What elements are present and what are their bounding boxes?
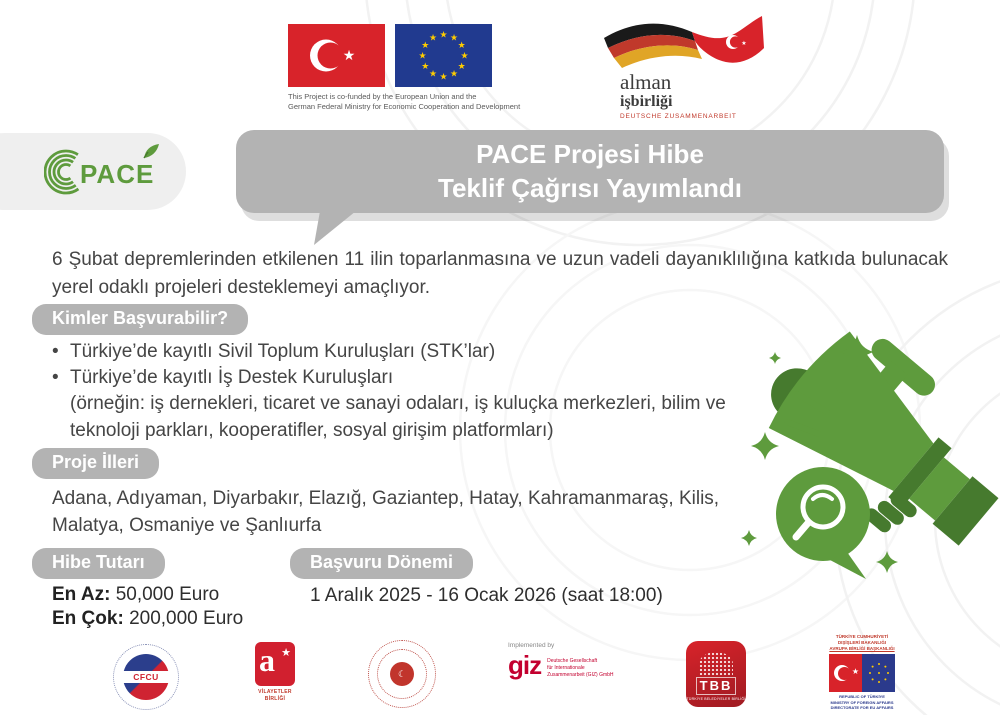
bullet2-text: Türkiye’de kayıtlı İş Destek Kuruluşları [70, 367, 394, 389]
turkey-eu-flag-icon: ★ [829, 654, 895, 692]
pace-wordmark: PACE [80, 159, 155, 189]
grant-max-line [52, 607, 243, 631]
section-label-grant-amount: Hibe Tutarı [32, 548, 165, 579]
vilayetler-glyph: a [259, 642, 275, 678]
eu-flag-icon [395, 24, 492, 87]
title-bubble [236, 130, 944, 213]
german-turkish-ribbon-icon [598, 14, 768, 74]
cofunded-line2: German Federal Ministry for Economic Cooperation and Development [288, 102, 521, 112]
provinces-text: Adana, Adıyaman, Diyarbakır, Elazığ, Gaziantep, Hatay, Kahramanmaraş, Kilis, Malatya, Osmaniye ve Şanlıurfa [52, 488, 720, 536]
section-label-provinces: Proje İlleri [32, 448, 159, 479]
grant-min-value: 50,000 Euro [115, 584, 220, 605]
pace-logo-pill [0, 133, 186, 210]
implemented-by-label: Implemented by [508, 642, 555, 649]
seal-ring [377, 649, 427, 699]
cfcu-emblem [123, 654, 169, 700]
cfcu-logo [113, 644, 179, 710]
grant-min-label: En Az: [52, 584, 111, 605]
tbb-subtitle: TÜRKİYE BELEDİYELER BİRLİĞİ [686, 697, 746, 701]
cofunded-caption [288, 92, 520, 112]
alman-wordmark [620, 72, 737, 120]
megaphone-illustration [735, 322, 1000, 622]
alman-word2: işbirliği [620, 93, 673, 110]
svg-text:★: ★ [457, 40, 466, 50]
svg-text:★: ★ [439, 71, 448, 82]
grant-max-value: 200,000 Euro [129, 607, 244, 629]
section-label-application-period: Başvuru Dönemi [290, 548, 473, 579]
turkey-flag-icon [288, 24, 385, 87]
vilayetler-caption: VİLAYETLER BİRLİĞİ [258, 689, 292, 702]
leaf-icon [144, 144, 159, 158]
who-can-apply-list [52, 339, 764, 444]
list-item [52, 339, 764, 365]
giz-wordmark: giz [508, 650, 542, 680]
svg-text:★: ★ [428, 32, 438, 43]
bullet2-note: (örneğin: iş dernekleri, ticaret ve sanayi odaları, iş kuluçka merkezleri, bilim ve teknoloji parkları, kooperatifler, sosyal girişim platformları) [70, 393, 726, 441]
tbb-acronym: TBB [696, 677, 737, 695]
svg-text:★: ★ [449, 68, 459, 79]
speech-bubble [776, 467, 870, 561]
svg-text:★: ★ [449, 32, 459, 43]
intro-paragraph: 6 Şubat depremlerinden etkilenen 11 ilin toparlanmasına ve uzun vadeli dayanıklılığına katkıda bulunacak yerel odaklı projeleri desteklemeyi amaçlıyor. [52, 249, 948, 298]
bullet-icon: • [52, 341, 59, 362]
svg-text:★: ★ [342, 47, 356, 63]
svg-text:★: ★ [439, 29, 448, 40]
alman-isbirligi-logo [598, 14, 768, 121]
alman-subtitle: DEUTSCHE ZUSAMMENARBEIT [620, 113, 737, 121]
svg-text:★: ★ [418, 50, 427, 61]
svg-text:★: ★ [457, 61, 466, 71]
cofunded-line1: This Project is co-funded by the European Union and the [288, 92, 477, 101]
vilayetler-birligi-logo [246, 642, 304, 702]
pace-logo [44, 142, 164, 207]
bullet-icon: • [52, 367, 59, 389]
seal-core: ☾ [390, 662, 414, 686]
ministry-seal-logo [368, 640, 436, 708]
svg-text:★: ★ [421, 40, 430, 50]
title-line2: Teklif Çağrısı Yayımlandı [438, 172, 742, 203]
giz-description: Deutsche Gesellschaft für Internationale Zusammenarbeit (GIZ) GmbH [547, 658, 614, 678]
grant-min-line [52, 583, 243, 607]
svg-text:★: ★ [428, 68, 438, 79]
mfa-eu-directorate-logo [816, 634, 908, 710]
giz-logo [508, 642, 628, 678]
bullet1-text: Türkiye’de kayıtlı Sivil Toplum Kuruluşları (STK’lar) [70, 341, 496, 362]
grant-amount-values [52, 583, 243, 631]
svg-text:★: ★ [460, 50, 469, 61]
cfcu-acronym: CFCU [121, 671, 171, 683]
section-label-who-can-apply: Kimler Başvurabilir? [32, 304, 248, 335]
title-line1: PACE Projesi Hibe [476, 138, 704, 169]
star-icon: ★ [281, 647, 291, 659]
list-item [52, 365, 764, 391]
tbb-logo [686, 641, 746, 707]
vilayetler-emblem [255, 642, 295, 686]
tbb-globe-icon [699, 652, 733, 676]
bubble-tail [312, 211, 356, 245]
application-period-value: 1 Aralık 2025 - 16 Ocak 2026 (saat 18:00) [310, 585, 663, 606]
mfa-title-turkish: TÜRKİYE CUMHURİYETİ DIŞİŞLERİ BAKANLIĞI AVRUPA BİRLİĞİ BAŞKANLIĞI [829, 634, 895, 652]
grant-max-label: En Çok: [52, 607, 124, 629]
funder-flags [288, 24, 492, 87]
alman-word1: alman [620, 70, 672, 94]
svg-text:★: ★ [741, 41, 747, 47]
mfa-title-english: REPUBLIC OF TÜRKİYE MINISTRY OF FOREIGN AFFAIRS DIRECTORATE FOR EU AFFAIRS [830, 694, 894, 710]
svg-text:★: ★ [421, 61, 430, 71]
